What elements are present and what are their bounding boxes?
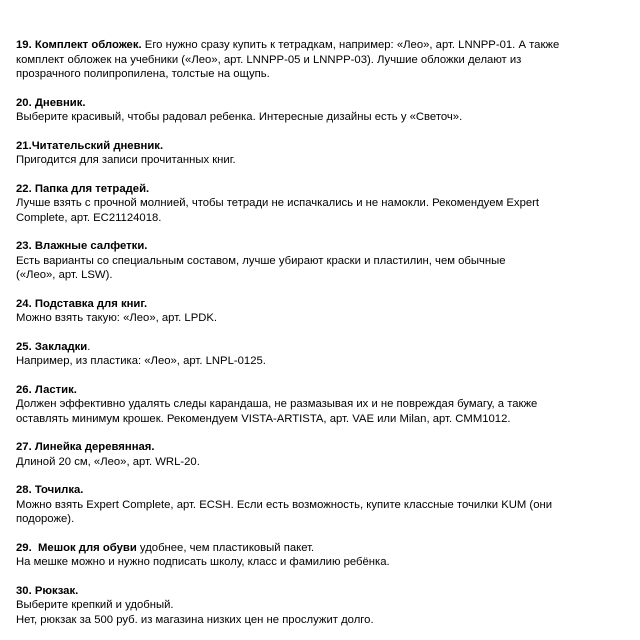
list-item-22: [16, 182, 624, 226]
item-heading-line: [16, 483, 624, 498]
item-body-line: Выберите крепкий и удобный.: [16, 599, 174, 611]
item-inline-text: .: [87, 340, 91, 353]
item-number: 30.: [16, 584, 32, 597]
item-heading-line: [16, 182, 624, 197]
list-item-19: [16, 38, 624, 82]
item-number: 22.: [16, 182, 32, 195]
item-inline-text: Его нужно сразу купить к тетрадкам, например: «Лео», арт. LNNPP-01. А также: [141, 39, 560, 51]
item-title: Ластик.: [34, 383, 77, 396]
item-title: Рюкзак.: [34, 584, 79, 597]
item-heading-line: [16, 139, 624, 154]
list-item-21: [16, 139, 624, 168]
item-number: 21.: [16, 139, 32, 152]
list-item-25: [16, 340, 624, 369]
item-number: 24.: [16, 297, 32, 310]
list-item-27: [16, 440, 624, 469]
item-title: Комплект обложек.: [34, 39, 142, 51]
item-body-line: комплект обложек на учебники («Лео», арт. LNNPP-05 и LNNPP-03). Лучшие обложки делают из: [16, 53, 522, 66]
item-body-line: Можно взять Expert Complete, арт. ECSH. Если есть возможность, купите классные точилки KUM (они: [16, 498, 553, 511]
item-inline-text: удобнее, чем пластиковый пакет.: [136, 541, 315, 554]
item-body-line: Должен эффективно удалять следы карандаша, не размазывая их и не повреждая бумагу, а также: [16, 398, 538, 410]
item-title: Мешок для обуви: [31, 541, 137, 554]
item-body-line: Например, из пластика: «Лео», арт. LNPL-0125.: [16, 355, 266, 367]
item-title: Дневник.: [34, 96, 86, 109]
item-number: 23.: [16, 240, 32, 252]
item-body-line: Лучше взять с прочной молнией, чтобы тетради не испачкались и не намокли. Рекомендуем Expert: [16, 197, 540, 209]
item-body-line: прозрачного полипропилена, толстые на ощупь.: [16, 68, 270, 80]
item-title: Линейка деревянная.: [34, 441, 155, 453]
item-heading-line: [16, 96, 624, 111]
item-body-line: На мешке можно и нужно подписать школу, класс и фамилию ребёнка.: [16, 556, 390, 568]
item-number: 28.: [16, 484, 32, 496]
list-item-28: [16, 483, 624, 527]
item-body-line: Есть варианты со специальным составом, лучше убирают краски и пластилин, чем обычные: [16, 254, 506, 267]
item-number: 27.: [16, 441, 32, 453]
list-item-24: [16, 297, 624, 326]
item-title: Точилка.: [34, 484, 84, 496]
item-heading-line: [16, 440, 624, 455]
item-title: Влажные салфетки.: [34, 240, 148, 252]
list-item-30: [16, 584, 624, 628]
item-body-line: Длиной 20 см, «Лео», арт. WRL-20.: [16, 455, 200, 468]
item-body-line: Выберите красивый, чтобы радовал ребенка. Интересные дизайны есть у «Светоч».: [16, 111, 463, 123]
item-number: 20.: [16, 96, 32, 109]
item-body-line: оставлять минимум крошек. Рекомендуем VISTA-ARTISTA, арт. VAE или Milan, арт. CMM1012.: [16, 412, 511, 425]
list-item-23: [16, 239, 624, 283]
item-heading-line: [16, 239, 624, 254]
item-title: Подставка для книг.: [34, 297, 148, 310]
item-number: 25.: [16, 340, 32, 353]
item-heading-line: [16, 584, 624, 599]
item-title: Закладки: [34, 340, 88, 353]
item-heading-line: [16, 38, 624, 53]
list-item-26: [16, 383, 624, 427]
item-body-line: подороже).: [16, 513, 75, 525]
list-item-29: [16, 541, 624, 570]
item-body-line: Пригодится для записи прочитанных книг.: [16, 154, 236, 166]
item-title: Читательский дневник.: [31, 139, 164, 152]
item-heading-line: [16, 541, 624, 556]
item-number: 29.: [16, 541, 32, 554]
item-body-line: Нет, рюкзак за 500 руб. из магазина низких цен не прослужит долго.: [16, 613, 374, 626]
item-heading-line: [16, 297, 624, 312]
item-heading-line: [16, 340, 624, 355]
item-number: 26.: [16, 383, 32, 396]
item-body-line: («Лео», арт. LSW).: [16, 269, 113, 281]
list-item-20: [16, 96, 624, 125]
item-title: Папка для тетрадей.: [34, 182, 150, 195]
item-body-line: Complete, арт. EC21124018.: [16, 211, 162, 224]
item-heading-line: [16, 383, 624, 398]
item-number: 19.: [16, 39, 32, 51]
item-body-line: Можно взять такую: «Лео», арт. LPDK.: [16, 312, 218, 324]
